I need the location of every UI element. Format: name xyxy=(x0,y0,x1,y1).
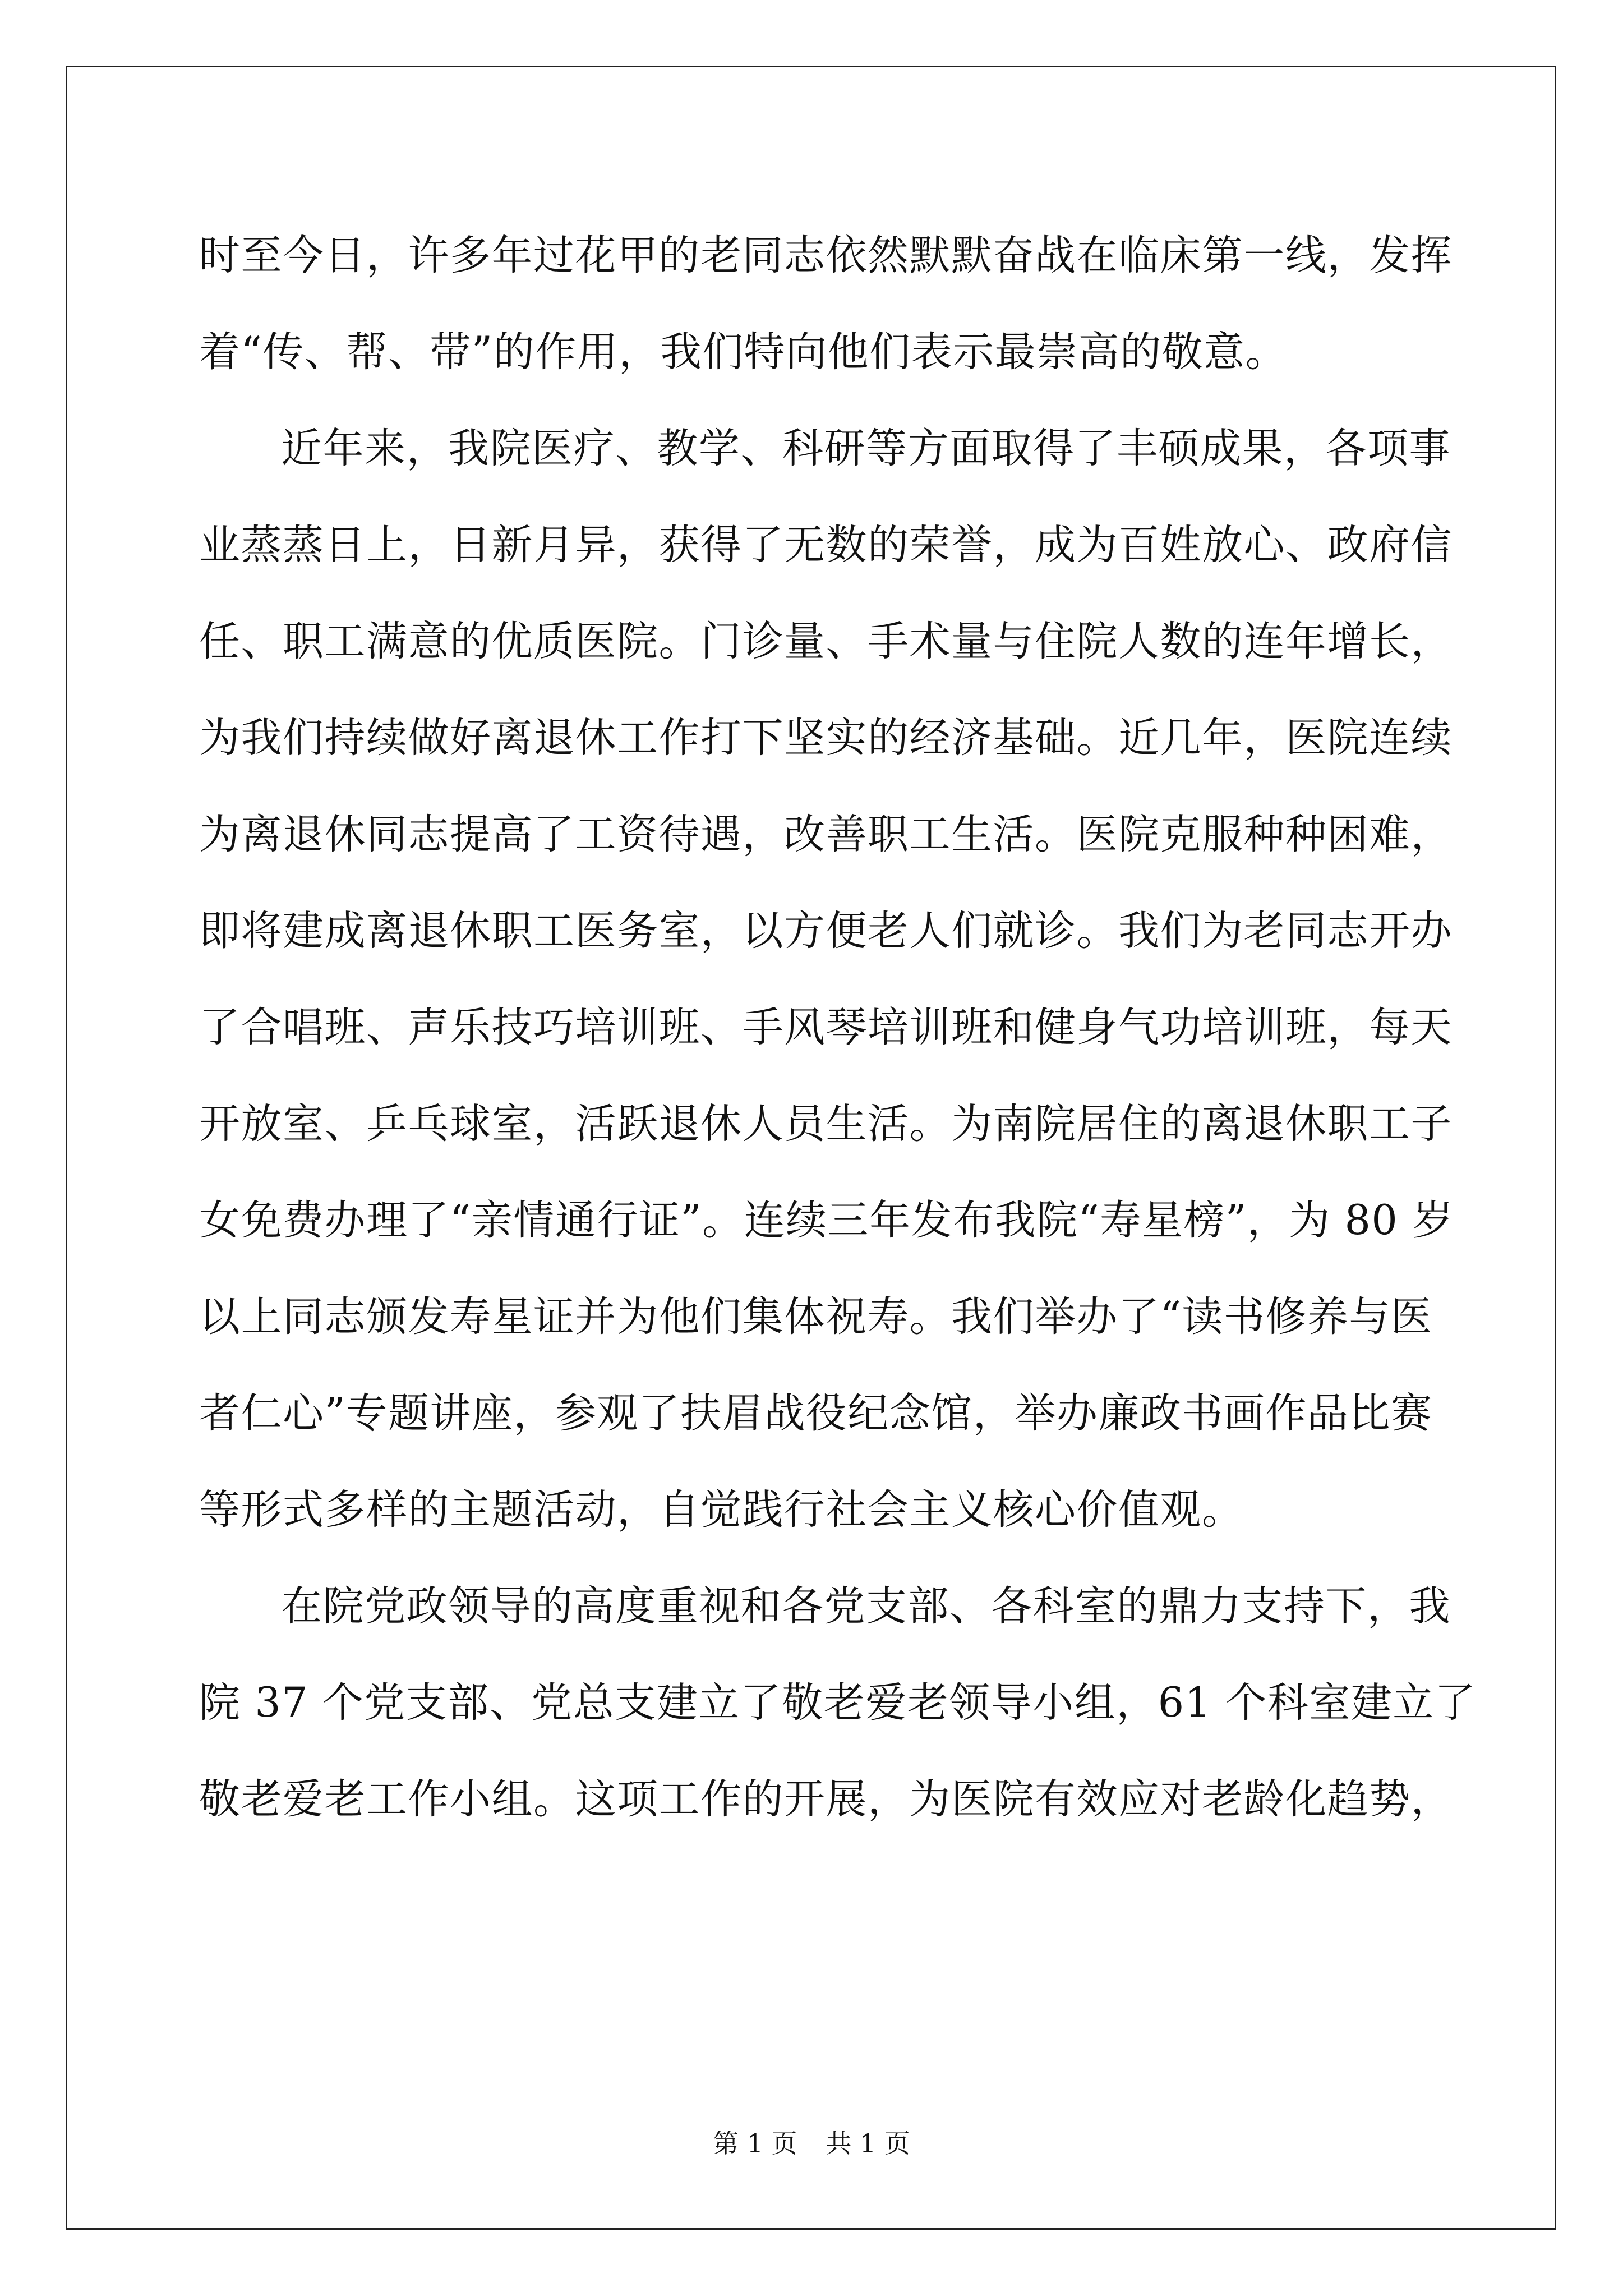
text-line: 等形式多样的主题活动，自觉践行社会主义核心价值观。 xyxy=(199,1486,1244,1534)
text-line: 开放室、乒乓球室，活跃退休人员生活。为南院居住的离退休职工子 xyxy=(199,1100,1453,1148)
text-line: 以上同志颁发寿星证并为他们集体祝寿。我们举办了“读书修养与医 xyxy=(199,1293,1433,1341)
text-line: 院 37 个党支部、党总支建立了敬老爱老领导小组，61 个科室建立了 xyxy=(199,1679,1477,1727)
page-number: 第 1 页 xyxy=(713,2128,797,2159)
text-line: 者仁心”专题讲座，参观了扶眉战役纪念馆，举办廉政书画作品比赛 xyxy=(199,1389,1433,1437)
text-line: 着“传、帮、带”的作用，我们特向他们表示最崇高的敬意。 xyxy=(199,328,1288,376)
text-line: 时至今日，许多年过花甲的老同志依然默默奋战在临床第一线，发挥 xyxy=(199,232,1453,279)
paragraph xyxy=(199,1558,1477,1848)
text-line: 为我们持续做好离退休工作打下坚实的经济基础。近几年，医院连续 xyxy=(199,714,1453,762)
text-line: 近年来，我院医疗、教学、科研等方面取得了丰硕成果，各项事 xyxy=(281,425,1451,472)
text-line: 敬老爱老工作小组。这项工作的开展，为医院有效应对老龄化趋势， xyxy=(199,1775,1453,1823)
document-body xyxy=(199,208,1477,1848)
text-line: 女免费办理了“亲情通行证”。连续三年发布我院“寿星榜”，为 80 岁 xyxy=(199,1197,1454,1244)
page-total: 共 1 页 xyxy=(826,2128,910,2159)
paragraph xyxy=(199,401,1454,1558)
text-line: 任、职工满意的优质医院。门诊量、手术量与住院人数的连年增长， xyxy=(199,618,1453,665)
text-line: 业蒸蒸日上，日新月异，获得了无数的荣誉，成为百姓放心、政府信 xyxy=(199,521,1453,569)
text-line: 为离退休同志提高了工资待遇，改善职工生活。医院克服种种困难， xyxy=(199,811,1453,858)
text-line: 了合唱班、声乐技巧培训班、手风琴培训班和健身气功培训班，每天 xyxy=(199,1004,1453,1051)
text-line: 在院党政领导的高度重视和各党支部、各科室的鼎力支持下，我 xyxy=(281,1582,1451,1630)
text-line: 即将建成离退休职工医务室，以方便老人们就诊。我们为老同志开办 xyxy=(199,907,1453,955)
paragraph xyxy=(199,208,1453,401)
page-footer xyxy=(0,2123,1623,2160)
